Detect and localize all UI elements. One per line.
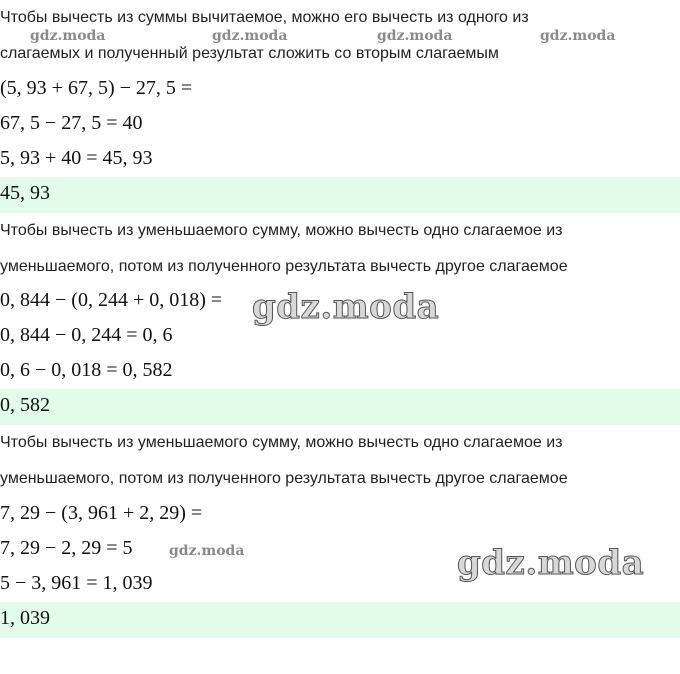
watermark-logo: gdz.moda	[169, 543, 245, 559]
rule-text-line: уменьшаемого, потом из полученного результата вычесть другое слагаемое	[0, 470, 568, 487]
rule-text-line: Чтобы вычесть из суммы вычитаемое, можно его вычесть из одного из	[0, 9, 529, 26]
math-step: 5 − 3, 961 = 1, 039	[0, 572, 153, 594]
answer-band	[0, 177, 680, 213]
math-step: (5, 93 + 67, 5) − 27, 5 =	[0, 77, 193, 99]
rule-text-line: уменьшаемого, потом из полученного результата вычесть другое слагаемое	[0, 258, 568, 275]
watermark-logo: gdz.moda	[30, 28, 106, 44]
math-step: 0, 844 − 0, 244 = 0, 6	[0, 324, 173, 346]
watermark-logo: gdz.moda	[252, 287, 440, 327]
math-step: 5, 93 + 40 = 45, 93	[0, 147, 153, 169]
rule-text-line: Чтобы вычесть из уменьшаемого сумму, можно вычесть одно слагаемое из	[0, 222, 563, 239]
answer-band	[0, 389, 680, 425]
answer-band	[0, 602, 680, 638]
rule-text-line: Чтобы вычесть из уменьшаемого сумму, можно вычесть одно слагаемое из	[0, 434, 563, 451]
answer-value: 45, 93	[0, 182, 50, 204]
math-step: 0, 6 − 0, 018 = 0, 582	[0, 359, 173, 381]
math-step: 7, 29 − (3, 961 + 2, 29) =	[0, 502, 203, 524]
watermark-logo: gdz.moda	[540, 28, 616, 44]
answer-value: 0, 582	[0, 394, 50, 416]
answer-value: 1, 039	[0, 607, 50, 629]
watermark-logo: gdz.moda	[377, 28, 453, 44]
math-step: 67, 5 − 27, 5 = 40	[0, 112, 143, 134]
math-step: 7, 29 − 2, 29 = 5	[0, 537, 133, 559]
math-step: 0, 844 − (0, 244 + 0, 018) =	[0, 289, 223, 311]
watermark-logo: gdz.moda	[457, 543, 645, 583]
watermark-logo: gdz.moda	[212, 28, 288, 44]
rule-text-line: слагаемых и полученный результат сложить со вторым слагаемым	[0, 45, 499, 62]
